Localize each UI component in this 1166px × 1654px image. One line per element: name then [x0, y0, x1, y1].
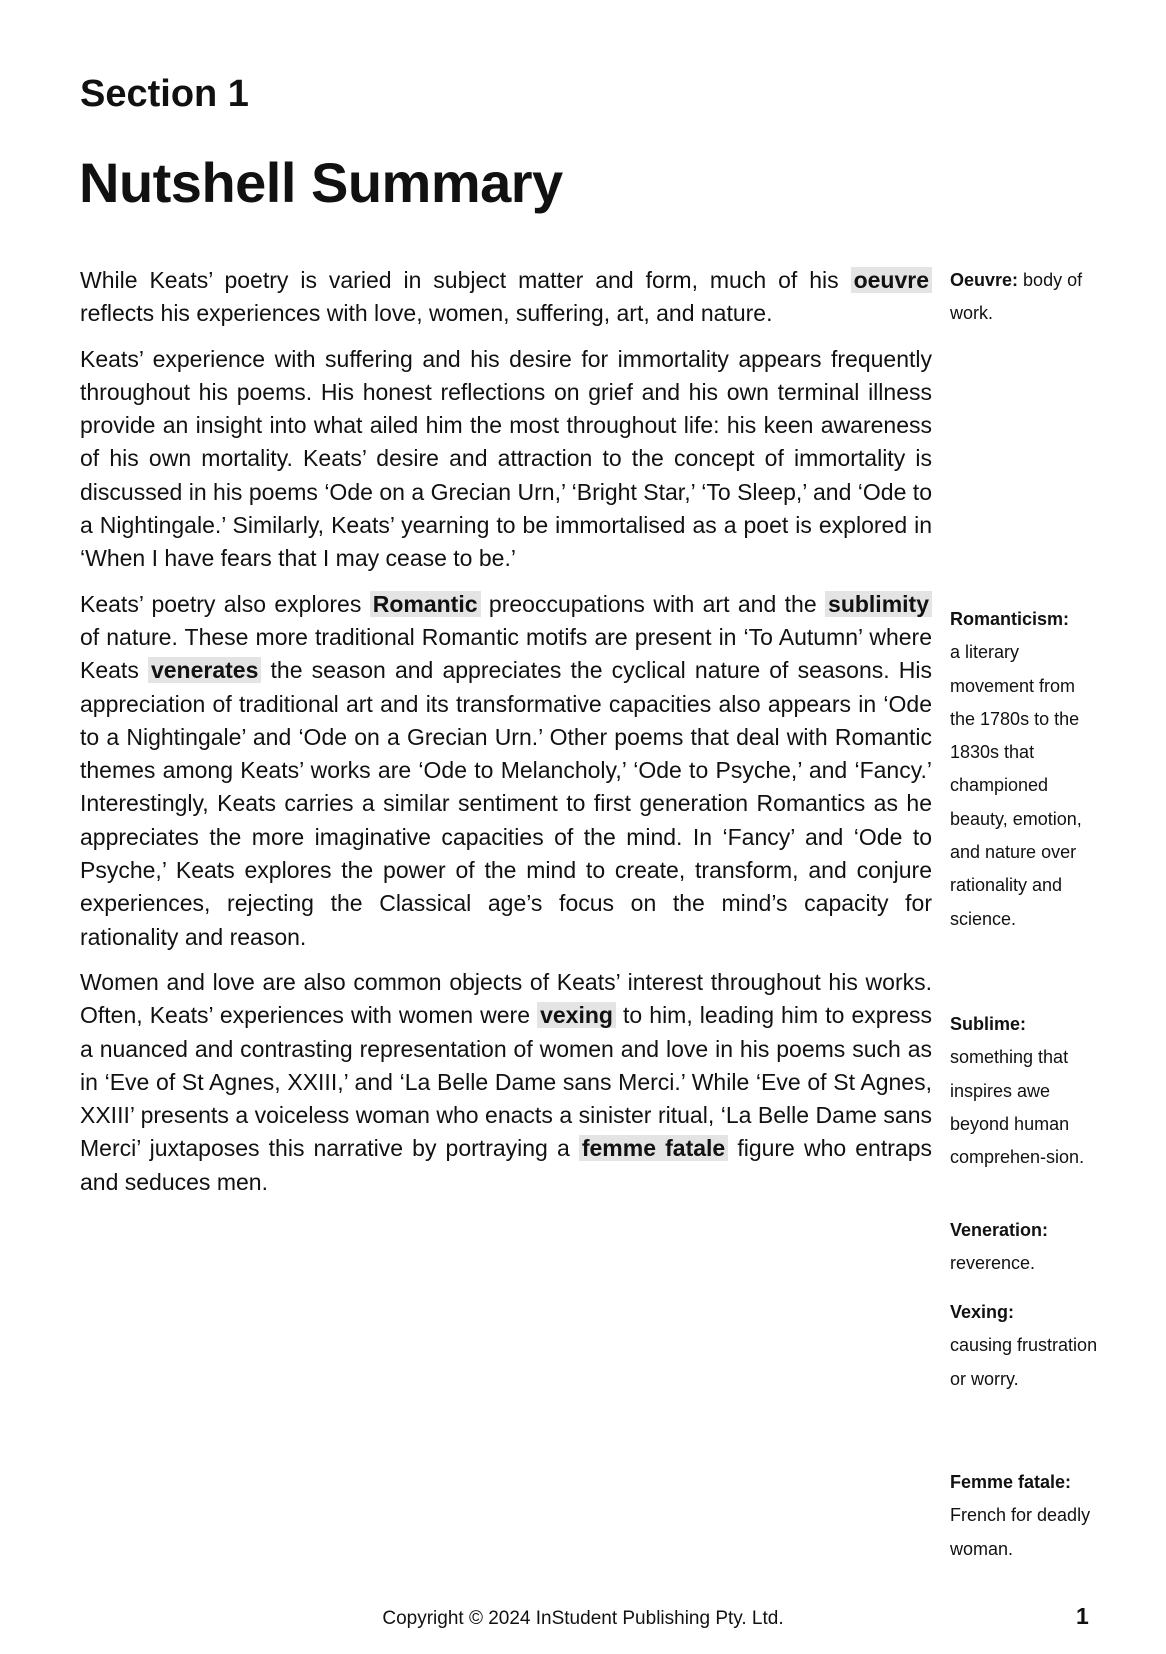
glossary-definition: something that inspires awe beyond human comprehen-sion.	[950, 1047, 1085, 1168]
term-oeuvre: oeuvre	[851, 267, 932, 293]
glossary-entry-vexing	[950, 1296, 1100, 1396]
paragraph-4	[80, 966, 932, 1199]
paragraph-text: Keats’ poetry also explores	[80, 590, 370, 617]
glossary-entry-veneration	[950, 1214, 1100, 1281]
copyright-footer: Copyright © 2024 InStudent Publishing Pty. Ltd.	[382, 1608, 784, 1629]
glossary-definition: French for deadly woman.	[950, 1505, 1091, 1559]
glossary-definition: body of work.	[950, 270, 1083, 324]
paragraph-text: of nature. These more traditional Romantic motifs are present in ‘To Autumn’ where Keats	[80, 623, 932, 684]
paragraph-text: Keats’ experience with suffering and his desire for immortality appears frequently throughout his poems. His honest reflections on grief and his own terminal illness provide an insight into what ailed him the most throughout life: his keen awareness of his own mortality. Keats’ desire and attraction to the concept of immortality is discussed in his poems ‘Ode on a Grecian Urn,’ ‘Bright Star,’ ‘To Sleep,’ and ‘Ode to a Nightingale.’ Similarly, Keats’ yearning to be immortalised as a poet is explored in ‘When I have fears that I may cease to be.’	[80, 345, 932, 572]
paragraph-text: the season and appreciates the cyclical nature of seasons. His appreciation of traditional art and its transformative capacities also appears in ‘Ode to a Nightingale’ and ‘Ode on a Grecian Urn.’ Other poems that deal with Romantic themes among Keats’ works are ‘Ode to Melancholy,’ ‘Ode to Psyche,’ and ‘Fancy.’ Interestingly, Keats carries a similar sentiment to first generation Romantics as he appreciates the more imaginative capacities of the mind. In ‘Fancy’ and ‘Ode to Psyche,’ Keats explores the power of the mind to create, transform, and conjure experiences, rejecting the Classical age’s focus on the mind’s capacity for rationality and reason.	[80, 657, 932, 950]
glossary-term: Femme fatale:	[950, 1472, 1072, 1492]
glossary-definition: a literary movement from the 1780s to the 1830s that championed beauty, emotion, and nature over rationality and science.	[950, 642, 1082, 929]
glossary-definition: causing frustration or worry.	[950, 1335, 1098, 1389]
section-label: Section 1	[80, 73, 249, 115]
page-title: Nutshell Summary	[79, 151, 563, 214]
paragraph-text: preoccupations with art and the	[480, 590, 826, 617]
paragraph-text: figure who entraps and seduces men.	[80, 1135, 932, 1195]
glossary-term: Vexing:	[950, 1302, 1015, 1322]
paragraph-2	[80, 343, 932, 576]
glossary-term: Sublime:	[950, 1014, 1027, 1034]
glossary-definition: reverence.	[950, 1253, 1036, 1274]
term-romantic: Romantic	[370, 591, 481, 617]
paragraph-text: reflects his experiences with love, women, suffering, art, and nature.	[80, 300, 773, 327]
paragraph-3	[80, 588, 932, 954]
glossary-entry-oeuvre	[950, 264, 1100, 331]
glossary-entry-femme-fatale	[950, 1466, 1100, 1566]
body-text	[80, 264, 932, 1211]
glossary-entry-sublime	[950, 1008, 1100, 1174]
glossary-term: Veneration:	[950, 1220, 1049, 1240]
glossary-term: Oeuvre:	[950, 270, 1019, 290]
term-sublimity: sublimity	[825, 591, 932, 617]
term-femme-fatale: femme fatale	[579, 1135, 728, 1161]
term-vexing: vexing	[537, 1002, 616, 1028]
term-venerates: venerates	[148, 657, 261, 683]
paragraph-text: to him, leading him to express a nuanced and contrasting representation of women and love in his poems such as in ‘Eve of St Agnes, XXIII,’ and ‘La Belle Dame sans Merci.’ While ‘Eve of St Agnes, XXIII’ presents a voiceless woman who enacts a sinister ritual, ‘La Belle Dame sans Merci’ juxtaposes this narrative by portraying a	[80, 1002, 932, 1162]
page-number: 1	[1076, 1603, 1089, 1629]
paragraph-text: While Keats’ poetry is varied in subject matter and form, much of his	[80, 267, 851, 293]
paragraph-1	[80, 264, 932, 331]
glossary-entry-romanticism	[950, 603, 1100, 936]
paragraph-text: Women and love are also common objects of Keats’ interest throughout his works. Often, Keats’ experiences with women were	[80, 968, 932, 1029]
glossary-term: Romanticism:	[950, 609, 1070, 629]
